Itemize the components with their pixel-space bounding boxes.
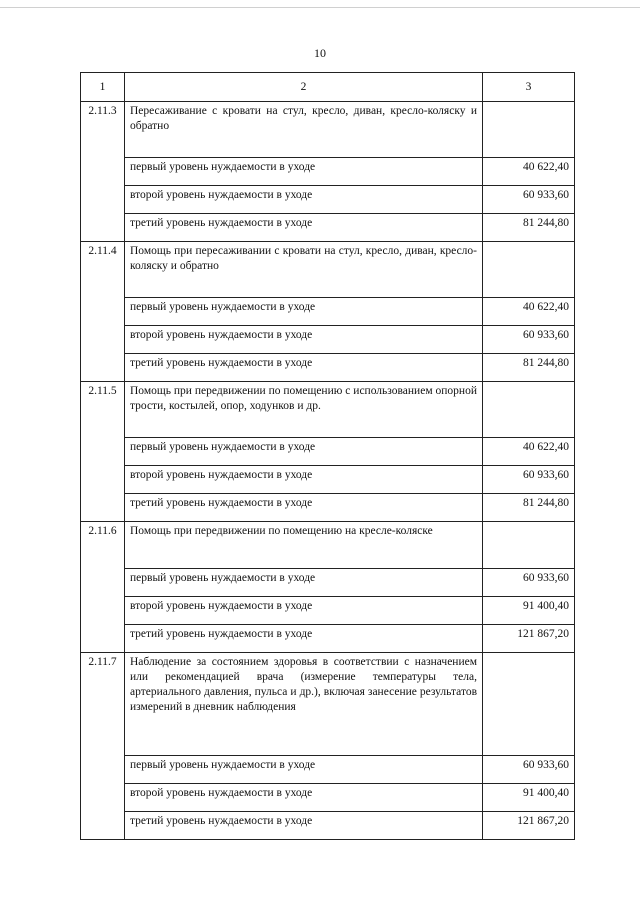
section-title-row (81, 382, 575, 438)
section-title: Помощь при передвижении по помещению с использованием опорной трости, костылей, опор, ходунков и др. (125, 382, 483, 438)
care-level-label: третий уровень нуждаемости в уходе (125, 625, 483, 653)
care-level-label: третий уровень нуждаемости в уходе (125, 354, 483, 382)
section-title-row (81, 102, 575, 158)
section-value-empty (483, 242, 575, 298)
table-row (81, 214, 575, 242)
table-row (81, 298, 575, 326)
care-level-label: третий уровень нуждаемости в уходе (125, 494, 483, 522)
table-row (81, 186, 575, 214)
section-value-empty (483, 382, 575, 438)
section-value-empty (483, 653, 575, 756)
care-level-value: 60 933,60 (483, 326, 575, 354)
care-level-label: первый уровень нуждаемости в уходе (125, 298, 483, 326)
care-level-label: второй уровень нуждаемости в уходе (125, 466, 483, 494)
page-number: 10 (314, 46, 326, 60)
care-level-value: 40 622,40 (483, 158, 575, 186)
header-col-2: 2 (125, 73, 483, 102)
section-number: 2.11.3 (81, 102, 125, 242)
section-value-empty (483, 522, 575, 569)
top-divider (0, 7, 640, 8)
section-number: 2.11.6 (81, 522, 125, 653)
table-row (81, 784, 575, 812)
table-row (81, 466, 575, 494)
care-level-label: второй уровень нуждаемости в уходе (125, 784, 483, 812)
care-level-label: второй уровень нуждаемости в уходе (125, 597, 483, 625)
care-level-label: первый уровень нуждаемости в уходе (125, 756, 483, 784)
care-level-value: 60 933,60 (483, 186, 575, 214)
table-row (81, 494, 575, 522)
care-level-value: 121 867,20 (483, 812, 575, 840)
table-row (81, 625, 575, 653)
section-number: 2.11.5 (81, 382, 125, 522)
section-title: Помощь при пересаживании с кровати на стул, кресло, диван, кресло-коляску и обратно (125, 242, 483, 298)
care-level-value: 40 622,40 (483, 298, 575, 326)
care-level-label: первый уровень нуждаемости в уходе (125, 158, 483, 186)
section-title-row (81, 653, 575, 756)
care-level-value: 81 244,80 (483, 214, 575, 242)
table-row (81, 438, 575, 466)
care-level-value: 91 400,40 (483, 784, 575, 812)
care-level-value: 60 933,60 (483, 466, 575, 494)
header-col-1: 1 (81, 73, 125, 102)
care-level-value: 60 933,60 (483, 756, 575, 784)
care-level-value: 60 933,60 (483, 569, 575, 597)
header-row (81, 73, 575, 102)
section-number: 2.11.4 (81, 242, 125, 382)
section-title-row (81, 522, 575, 569)
table-row (81, 756, 575, 784)
table-row (81, 812, 575, 840)
table-row (81, 326, 575, 354)
section-value-empty (483, 102, 575, 158)
care-level-label: третий уровень нуждаемости в уходе (125, 214, 483, 242)
care-level-label: второй уровень нуждаемости в уходе (125, 326, 483, 354)
care-level-label: первый уровень нуждаемости в уходе (125, 569, 483, 597)
care-level-label: первый уровень нуждаемости в уходе (125, 438, 483, 466)
services-table (80, 72, 575, 840)
section-title: Наблюдение за состоянием здоровья в соответствии с назначением или рекомендацией врача (измерение температуры тела, артериального давления, пульса и др.), включая занесение результатов измерений в дневник наблюдения (125, 653, 483, 756)
table-row (81, 569, 575, 597)
section-title: Помощь при передвижении по помещению на кресле-коляске (125, 522, 483, 569)
section-title-row (81, 242, 575, 298)
care-level-value: 91 400,40 (483, 597, 575, 625)
table-row (81, 597, 575, 625)
table-row (81, 354, 575, 382)
header-col-3: 3 (483, 73, 575, 102)
care-level-value: 40 622,40 (483, 438, 575, 466)
section-title: Пересаживание с кровати на стул, кресло, диван, кресло-коляску и обратно (125, 102, 483, 158)
table-row (81, 158, 575, 186)
care-level-label: третий уровень нуждаемости в уходе (125, 812, 483, 840)
section-number: 2.11.7 (81, 653, 125, 840)
care-level-value: 121 867,20 (483, 625, 575, 653)
care-level-value: 81 244,80 (483, 494, 575, 522)
care-level-value: 81 244,80 (483, 354, 575, 382)
care-level-label: второй уровень нуждаемости в уходе (125, 186, 483, 214)
